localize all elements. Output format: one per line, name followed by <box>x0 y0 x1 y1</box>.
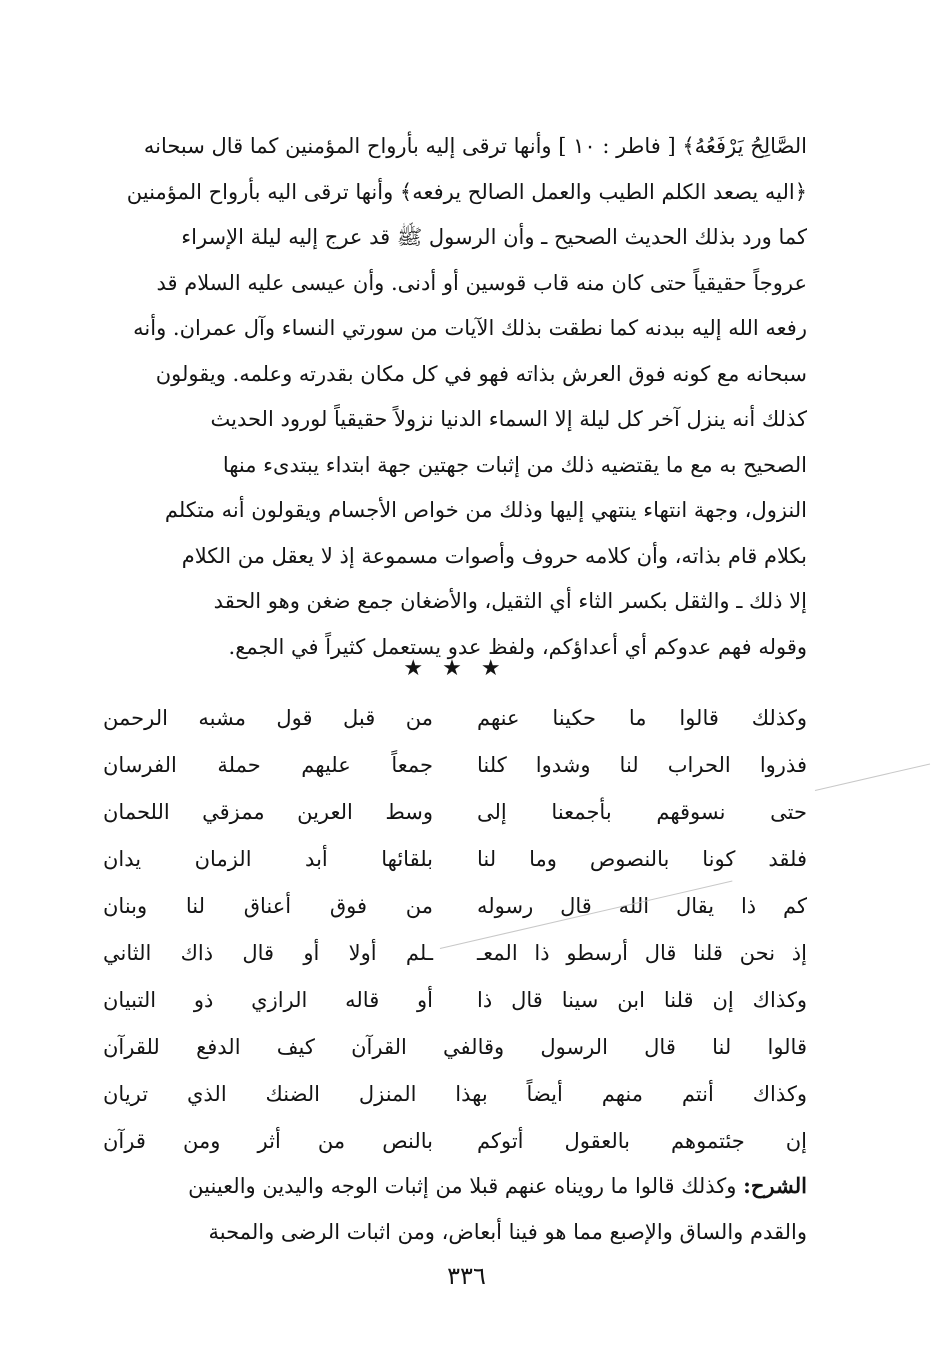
verse-second-hemistich: أو قاله الرازي ذو التبيان <box>103 988 433 1012</box>
commentary-block <box>103 1163 807 1255</box>
poem-verse <box>103 977 807 1024</box>
prose-line: إلا ذلك ـ والثقل بكسر الثاء أي الثقيل، والأضغان جمع ضغن وهو الحقد <box>213 589 807 613</box>
commentary-line: والقدم والساق والإصبع مما هو فينا أبعاض، ومن اثبات الرضى والمحبة <box>208 1220 807 1244</box>
prose-line: عروجاً حقيقياً حتى كان منه قاب قوسين أو أدنى. وأن عيسى عليه السلام قد <box>156 270 807 295</box>
commentary-line <box>103 1163 807 1209</box>
verse-first-hemistich: كم ذا يقال الله قال رسوله <box>477 894 807 918</box>
poem-verse-full <box>103 1024 807 1071</box>
verse-first-hemistich: وكذاك إن قلنا ابن سينا قال ذا <box>477 988 807 1012</box>
prose-line: وقوله فهم عدوكم أي أعداؤكم، ولفظ عدو يستعمل كثيراً في الجمع. <box>228 634 807 659</box>
commentary-label: الشرح: <box>743 1173 807 1198</box>
poem-verse <box>103 883 807 930</box>
prose-line: النزول، وجهة انتهاء ينتهي إليها وذلك من خواص الأجسام ويقولون أنه متكلم <box>164 498 807 522</box>
poem-verse <box>103 742 807 789</box>
prose-line: الصحيح به مع ما يقتضيه ذلك من إثبات جهتين جهة ابتداء يبتدىء منها <box>222 452 807 477</box>
section-separator: ★ ★ ★ <box>403 656 507 681</box>
verse-full-line: قالوا لنا قال الرسول وقالفي القرآن كيف الدفع للقرآن <box>103 1035 807 1059</box>
poem-verse <box>103 695 807 742</box>
poem-block <box>103 695 807 1165</box>
verse-first-hemistich: إذ نحن قلنا قال أرسطو ذا المعـ <box>477 941 807 965</box>
poem-verse <box>103 836 807 883</box>
verse-second-hemistich: بلقائها أبد الزمان يدان <box>103 847 433 871</box>
prose-line: رفعه الله إليه ببدنه كما نطقت بذلك الآيات من سورتي النساء وآل عمران. وأنه <box>133 316 807 340</box>
verse-full-line: وكذاك أنتم منهم أيضاً بهذا المنزل الضنك الذي تريان <box>103 1082 807 1106</box>
verse-second-hemistich: ـلم أولا أو قال ذاك الثاني <box>103 941 433 965</box>
verse-first-hemistich: إن جئتموهم بالعقول أتوكم <box>477 1129 807 1153</box>
poem-verse <box>103 789 807 836</box>
verse-second-hemistich: وسط العرين ممزقي اللحمان <box>103 800 433 824</box>
poem-verse-full <box>103 1071 807 1118</box>
prose-line: ﴿اليه يصعد الكلم الطيب والعمل الصالح يرفعه﴾ وأنها ترقى اليه بأرواح المؤمنين <box>126 179 807 204</box>
prose-line: كذلك أنه ينزل آخر كل ليلة إلا السماء الدنيا نزولاً حقيقياً لورود الحديث <box>210 407 807 431</box>
verse-second-hemistich: من فوق أعناق لنا وبنان <box>103 894 433 918</box>
prose-line: بكلام قام بذاته، وأن كلامه حروف وأصوات مسموعة إذ لا يعقل من الكلام <box>181 543 807 568</box>
verse-first-hemistich: فلقد كونا بالنصوص وما لنا <box>477 847 807 871</box>
verse-second-hemistich: بالنص من أثر ومن قرآن <box>103 1129 433 1153</box>
verse-first-hemistich: وكذلك قالوا ما حكينا عنهم <box>477 706 807 730</box>
verse-first-hemistich: حتى نسوقهم بأجمعنا إلى <box>477 800 807 824</box>
prose-block <box>103 124 807 670</box>
verse-second-hemistich: من قبل قول مشبه الرحمن <box>103 706 433 730</box>
prose-line: الصَّالِحُ يَرْفَعُهُ﴾ [ فاطر : ١٠ ] وأنها ترقى إليه بأرواح المؤمنين كما قال سبحانه <box>143 134 807 158</box>
poem-verse <box>103 930 807 977</box>
verse-first-hemistich: فذروا الحراب لنا وشدوا كلنا <box>477 753 807 777</box>
page-number: ٣٣٦ <box>447 1262 486 1290</box>
verse-second-hemistich: جمعاً عليهم حملة الفرسان <box>103 753 433 777</box>
poem-verse <box>103 1118 807 1165</box>
prose-line: سبحانه مع كونه فوق العرش بذاته فهو في كل مكان بقدرته وعلمه. ويقولون <box>155 361 807 386</box>
prose-line: كما ورد بذلك الحديث الصحيح ـ وأن الرسول ﷺ قد عرج إليه ليلة الإسراء <box>181 225 807 249</box>
commentary-text: وكذلك قالوا ما رويناه عنهم قبلا من إثبات الوجه واليدين والعينين <box>188 1174 744 1198</box>
scan-artifact-line <box>815 763 930 791</box>
